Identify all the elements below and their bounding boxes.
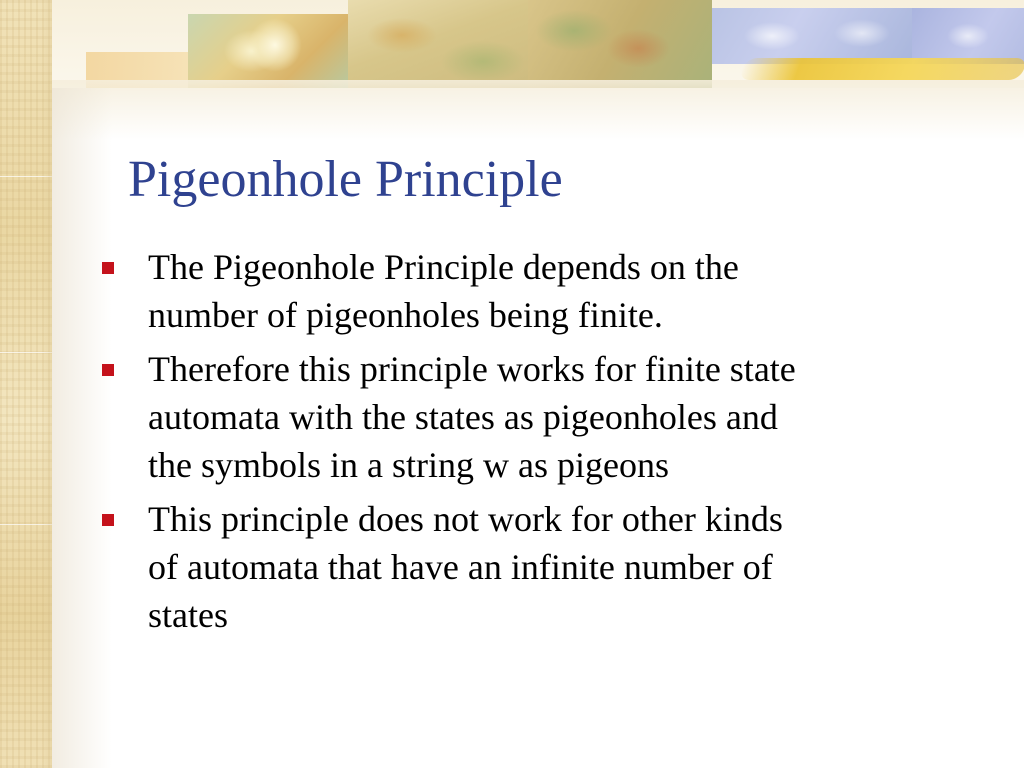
red-square-bullet-icon xyxy=(102,262,114,274)
bullet-line: The Pigeonhole Principle depends on the xyxy=(148,247,739,287)
bullet-line: This principle does not work for other kinds xyxy=(148,499,783,539)
bullet-line: automata with the states as pigeonholes and xyxy=(148,397,778,437)
red-square-bullet-icon xyxy=(102,364,114,376)
leaf-highlight-icon xyxy=(248,18,302,72)
bullet-item xyxy=(96,495,996,639)
bullet-line: number of pigeonholes being finite. xyxy=(148,295,663,335)
red-square-bullet-icon xyxy=(102,514,114,526)
banner-tile xyxy=(528,0,712,88)
bullet-line: states xyxy=(148,595,228,635)
bullet-line: of automata that have an infinite number of xyxy=(148,547,773,587)
banner-tile xyxy=(348,0,528,88)
banner-shadow xyxy=(52,80,1024,140)
slide-title: Pigeonhole Principle xyxy=(128,151,563,208)
bullet-item xyxy=(96,243,996,339)
strip-seam xyxy=(0,524,52,525)
banner-tile xyxy=(912,8,1024,64)
decorative-header-banner xyxy=(52,0,1024,88)
gold-streak xyxy=(738,58,1024,80)
bullet-list xyxy=(96,243,996,645)
bullet-item xyxy=(96,345,996,489)
banner-tile xyxy=(712,8,912,64)
left-parchment-strip xyxy=(0,0,52,768)
bullet-line: Therefore this principle works for finite state xyxy=(148,349,796,389)
strip-seam xyxy=(0,352,52,353)
strip-seam xyxy=(0,176,52,177)
bullet-line: the symbols in a string w as pigeons xyxy=(148,445,669,485)
